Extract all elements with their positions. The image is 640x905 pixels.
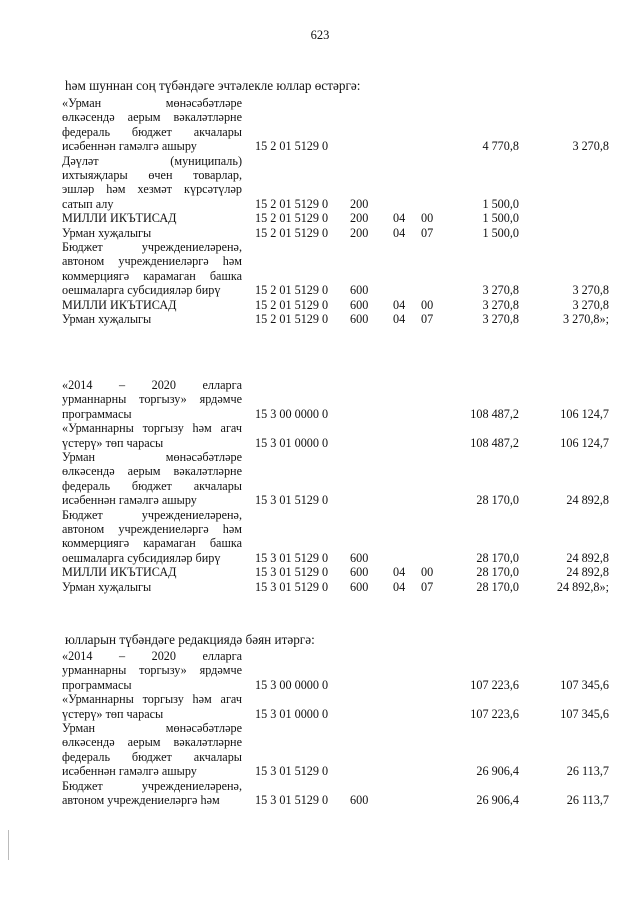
section-code: 04 — [393, 579, 406, 594]
description-line: Дәүләт (муниципаль) — [62, 153, 242, 168]
description-line: Урман хуҗалыгы — [62, 312, 152, 327]
table-row — [62, 649, 622, 692]
expense-type-code: 600 — [350, 550, 369, 565]
amount-year-1: 107 223,6 — [470, 677, 519, 692]
table-row — [62, 565, 622, 579]
description-line: Урман хуҗалыгы — [62, 225, 152, 240]
subsection-code: 00 — [421, 297, 434, 312]
target-article-code: 15 2 01 5129 0 — [255, 196, 329, 211]
row-description — [62, 721, 242, 779]
description-line: МИЛЛИ ИКЪТИСАД — [62, 565, 177, 580]
description-line: Бюджет учреждениеләренә, — [62, 240, 242, 255]
description-line: сатып алу — [62, 196, 114, 211]
description-line: ихтыяҗлары өчен товарлар, — [62, 168, 242, 183]
row-description — [62, 779, 242, 808]
amount-year-1: 1 500,0 — [482, 196, 519, 211]
target-article-code: 15 2 01 5129 0 — [255, 225, 329, 240]
section-code: 04 — [393, 211, 406, 226]
row-description — [62, 580, 242, 594]
expense-type-code: 200 — [350, 196, 369, 211]
description-line: үстерү» төп чарасы — [62, 706, 164, 721]
target-article-code: 15 3 01 5129 0 — [255, 579, 329, 594]
amount-year-1: 108 487,2 — [470, 435, 519, 450]
row-description — [62, 240, 242, 298]
table-block-added — [62, 96, 622, 327]
table-row — [62, 692, 622, 721]
amount-year-2: 24 892,8 — [566, 550, 609, 565]
description-line: коммерциягә карамаган башка — [62, 536, 242, 551]
expense-type-code: 600 — [350, 283, 369, 298]
target-article-code: 15 2 01 5129 0 — [255, 312, 329, 327]
description-line: урманнарны торгызу» ярдәмче — [62, 392, 242, 407]
amount-year-1: 1 500,0 — [482, 225, 519, 240]
description-line: Урман мөнәсәбәтләре — [62, 450, 242, 465]
amount-year-2: 3 270,8»; — [562, 312, 609, 327]
amount-year-2: 24 892,8 — [566, 493, 609, 508]
description-line: «2014 – 2020 елларга — [62, 649, 242, 663]
row-description — [62, 565, 242, 579]
table-row — [62, 508, 622, 566]
amount-year-1: 4 770,8 — [482, 139, 519, 154]
description-line: оешмаларга субсидияләр бирү — [62, 283, 221, 298]
amount-year-2: 3 270,8 — [572, 139, 609, 154]
description-line: эшләр һәм хезмәт күрсәтүләр — [62, 182, 242, 197]
description-line: Бюджет учреждениеләренә, — [62, 778, 242, 793]
description-line: Урман хуҗалыгы — [62, 579, 152, 594]
row-description — [62, 226, 242, 240]
row-description — [62, 154, 242, 212]
amount-year-1: 26 906,4 — [476, 764, 519, 779]
amount-year-2: 106 124,7 — [560, 406, 609, 421]
table-row — [62, 421, 622, 450]
scan-edge-mark — [8, 830, 9, 860]
description-line: МИЛЛИ ИКЪТИСАД — [62, 297, 177, 312]
table-row — [62, 312, 622, 326]
description-line: өлкәсендә аерым вәкаләтләрне — [62, 464, 242, 479]
table-row — [62, 96, 622, 154]
description-line: үстерү» төп чарасы — [62, 435, 164, 450]
amount-year-1: 3 270,8 — [482, 312, 519, 327]
target-article-code: 15 3 01 5129 0 — [255, 565, 329, 580]
subsection-code: 07 — [421, 579, 434, 594]
amount-year-1: 28 170,0 — [476, 579, 519, 594]
amount-year-2: 26 113,7 — [566, 793, 609, 808]
subsection-code: 07 — [421, 225, 434, 240]
description-line: автоном учреждениеләргә һәм — [62, 522, 242, 537]
expense-type-code: 600 — [350, 565, 369, 580]
table-block-new — [62, 649, 622, 807]
expense-type-code: 600 — [350, 579, 369, 594]
row-description — [62, 450, 242, 508]
expense-type-code: 600 — [350, 793, 369, 808]
description-line: федераль бюджет акчалары — [62, 749, 242, 764]
description-line: федераль бюджет акчалары — [62, 478, 242, 493]
page-number: 623 — [310, 28, 330, 42]
intro-replace-rows: юлларын түбәндәге редакциядә бәян итәргә: — [65, 632, 315, 647]
amount-year-1: 28 170,0 — [476, 493, 519, 508]
section-code: 04 — [393, 297, 406, 312]
description-line: исәбеннән гамәлгә ашыру — [62, 139, 197, 154]
description-line: Бюджет учреждениеләренә, — [62, 507, 242, 522]
amount-year-2: 106 124,7 — [560, 435, 609, 450]
row-description — [62, 312, 242, 326]
amount-year-2: 107 345,6 — [560, 706, 609, 721]
amount-year-2: 3 270,8 — [572, 297, 609, 312]
expense-type-code: 600 — [350, 297, 369, 312]
amount-year-1: 108 487,2 — [470, 406, 519, 421]
table-block-old — [62, 378, 622, 594]
amount-year-1: 3 270,8 — [482, 297, 519, 312]
section-code: 04 — [393, 312, 406, 327]
table-row — [62, 211, 622, 225]
row-description — [62, 378, 242, 421]
amount-year-2: 24 892,8 — [566, 565, 609, 580]
description-line: «2014 – 2020 елларга — [62, 378, 242, 392]
row-description — [62, 421, 242, 450]
amount-year-2: 3 270,8 — [572, 283, 609, 298]
target-article-code: 15 3 01 0000 0 — [255, 435, 329, 450]
amount-year-1: 28 170,0 — [476, 550, 519, 565]
description-line: «Урманнарны торгызу һәм агач — [62, 421, 242, 436]
expense-type-code: 600 — [350, 312, 369, 327]
description-line: автоном учреждениеләргә һәм — [62, 254, 242, 269]
target-article-code: 15 2 01 5129 0 — [255, 283, 329, 298]
section-code: 04 — [393, 565, 406, 580]
description-line: өлкәсендә аерым вәкаләтләрне — [62, 110, 242, 125]
description-line: өлкәсендә аерым вәкаләтләрне — [62, 735, 242, 750]
expense-type-code: 200 — [350, 211, 369, 226]
target-article-code: 15 2 01 5129 0 — [255, 139, 329, 154]
table-row — [62, 226, 622, 240]
table-row — [62, 580, 622, 594]
section-code: 04 — [393, 225, 406, 240]
description-line: исәбеннән гамәлгә ашыру — [62, 493, 197, 508]
amount-year-1: 28 170,0 — [476, 565, 519, 580]
table-row — [62, 450, 622, 508]
description-line: урманнарны торгызу» ярдәмче — [62, 663, 242, 678]
description-line: автоном учреждениеләргә һәм — [62, 793, 220, 808]
table-row — [62, 240, 622, 298]
row-description — [62, 508, 242, 566]
row-description — [62, 211, 242, 225]
amount-year-1: 1 500,0 — [482, 211, 519, 226]
target-article-code: 15 3 01 0000 0 — [255, 706, 329, 721]
amount-year-1: 26 906,4 — [476, 793, 519, 808]
amount-year-2: 24 892,8»; — [556, 579, 609, 594]
table-row — [62, 298, 622, 312]
target-article-code: 15 3 01 5129 0 — [255, 764, 329, 779]
description-line: программасы — [62, 406, 132, 421]
target-article-code: 15 3 01 5129 0 — [255, 550, 329, 565]
target-article-code: 15 3 00 0000 0 — [255, 406, 329, 421]
amount-year-1: 107 223,6 — [470, 706, 519, 721]
row-description — [62, 649, 242, 692]
description-line: оешмаларга субсидияләр бирү — [62, 550, 221, 565]
intro-add-rows: һәм шуннан соң түбәндәге эчтәлекле юллар өстәргә: — [65, 78, 361, 93]
subsection-code: 00 — [421, 211, 434, 226]
description-line: исәбеннән гамәлгә ашыру — [62, 764, 197, 779]
table-row — [62, 779, 622, 808]
row-description — [62, 96, 242, 154]
expense-type-code: 200 — [350, 225, 369, 240]
amount-year-1: 3 270,8 — [482, 283, 519, 298]
amount-year-2: 26 113,7 — [566, 764, 609, 779]
target-article-code: 15 2 01 5129 0 — [255, 211, 329, 226]
subsection-code: 00 — [421, 565, 434, 580]
row-description — [62, 692, 242, 721]
description-line: «Урманнарны торгызу һәм агач — [62, 692, 242, 707]
description-line: Урман мөнәсәбәтләре — [62, 721, 242, 736]
table-row — [62, 378, 622, 421]
target-article-code: 15 3 01 5129 0 — [255, 493, 329, 508]
target-article-code: 15 3 01 5129 0 — [255, 793, 329, 808]
description-line: «Урман мөнәсәбәтләре — [62, 96, 242, 110]
description-line: МИЛЛИ ИКЪТИСАД — [62, 211, 177, 226]
row-description — [62, 298, 242, 312]
subsection-code: 07 — [421, 312, 434, 327]
table-row — [62, 154, 622, 212]
description-line: программасы — [62, 677, 132, 692]
amount-year-2: 107 345,6 — [560, 677, 609, 692]
table-row — [62, 721, 622, 779]
target-article-code: 15 2 01 5129 0 — [255, 297, 329, 312]
target-article-code: 15 3 00 0000 0 — [255, 677, 329, 692]
description-line: коммерциягә карамаган башка — [62, 268, 242, 283]
description-line: федераль бюджет акчалары — [62, 124, 242, 139]
